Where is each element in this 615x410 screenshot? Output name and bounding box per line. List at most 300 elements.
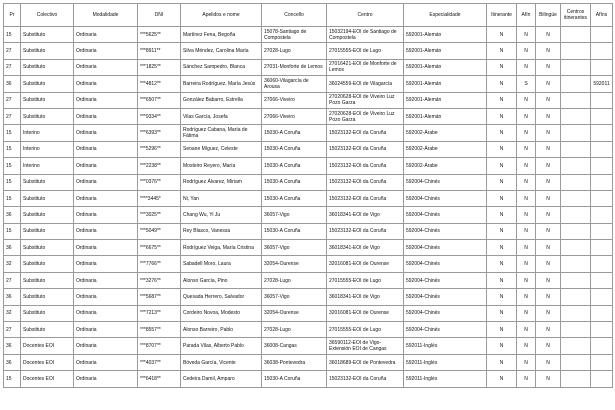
cell-afins (591, 338, 613, 354)
cell-especialidade: 592001-Alemán (404, 92, 487, 108)
cell-bilingue: N (536, 125, 561, 141)
cell-colectivo: Substituto (21, 305, 74, 321)
cell-itinerante: N (487, 92, 517, 108)
cell-concello: 27028-Lugo (262, 43, 327, 59)
cell-dni: ***0376** (138, 174, 181, 190)
cell-centro: 15023132-EOI da Coruña (327, 190, 404, 206)
cell-dni: ***5625** (138, 27, 181, 43)
cell-bilingue: N (536, 207, 561, 223)
cell-centro: 36018341-EOI de Vigo (327, 207, 404, 223)
cell-bilingue: N (536, 371, 561, 387)
cell-apelidos-nome: Cordeiro Novoa, Modesto (181, 305, 262, 321)
cell-itinerante: N (487, 322, 517, 338)
cell-concello: 36038-Pontevedra (262, 354, 327, 370)
cell-centros-itinerantes (561, 76, 591, 92)
cell-centros-itinerantes (561, 92, 591, 108)
cell-modalidade: Ordinaria (74, 256, 138, 272)
cell-itinerante: N (487, 371, 517, 387)
table-row (4, 76, 613, 92)
cell-dni: ***1825** (138, 59, 181, 75)
cell-centros-itinerantes (561, 272, 591, 288)
cell-afins (591, 223, 613, 239)
cell-concello: 15078-Santiago de Compostela (262, 27, 327, 43)
cell-bilingue: N (536, 158, 561, 174)
cell-concello: 32054-Ourense (262, 256, 327, 272)
cell-pr: 27 (4, 43, 21, 59)
cell-centros-itinerantes (561, 354, 591, 370)
cell-apelidos-nome: Chang Wu, Yi Ju (181, 207, 262, 223)
cell-centro: 27015555-EOI de Lugo (327, 322, 404, 338)
cell-modalidade: Ordinaria (74, 76, 138, 92)
header-dni: DNI (138, 4, 181, 27)
cell-itinerante: N (487, 256, 517, 272)
cell-concello: 32054-Ourense (262, 305, 327, 321)
cell-dni: ***8911** (138, 43, 181, 59)
cell-apelidos-nome: Sabadell Moro, Laura (181, 256, 262, 272)
cell-concello: 36057-Vigo (262, 289, 327, 305)
table-row (4, 305, 613, 321)
cell-especialidade: 592001-Alemán (404, 59, 487, 75)
cell-dni: ***3276** (138, 272, 181, 288)
cell-afin: N (517, 108, 536, 124)
cell-itinerante: N (487, 59, 517, 75)
cell-afin: S (517, 76, 536, 92)
cell-apelidos-nome: Seoane Míguez, Celeste (181, 141, 262, 157)
cell-concello: 36057-Vigo (262, 240, 327, 256)
cell-colectivo: Substituto (21, 272, 74, 288)
cell-afins (591, 158, 613, 174)
header-especialidade: Especialidade (404, 4, 487, 27)
cell-especialidade: 592011-Inglés (404, 371, 487, 387)
cell-afin: N (517, 59, 536, 75)
cell-bilingue: N (536, 338, 561, 354)
cell-especialidade: 592004-Chinés (404, 305, 487, 321)
cell-bilingue: N (536, 190, 561, 206)
cell-dni: ***8707** (138, 338, 181, 354)
cell-pr: 15 (4, 27, 21, 43)
cell-colectivo: Interino (21, 125, 74, 141)
cell-apelidos-nome: Silva Méndez, Carolina María (181, 43, 262, 59)
cell-apelidos-nome: Bóveda García, Vicente (181, 354, 262, 370)
cell-centros-itinerantes (561, 27, 591, 43)
cell-itinerante: N (487, 305, 517, 321)
table-row (4, 43, 613, 59)
cell-afins (591, 272, 613, 288)
cell-centro: 27020628-EOI de Viveiro Luz Pozo Garza (327, 108, 404, 124)
cell-afins (591, 305, 613, 321)
cell-itinerante: N (487, 125, 517, 141)
table-row (4, 27, 613, 43)
cell-centros-itinerantes (561, 207, 591, 223)
cell-concello: 27028-Lugo (262, 272, 327, 288)
cell-centros-itinerantes (561, 322, 591, 338)
cell-afin: N (517, 125, 536, 141)
cell-colectivo: Substituto (21, 207, 74, 223)
cell-bilingue: N (536, 76, 561, 92)
table-row (4, 289, 613, 305)
table-row (4, 59, 613, 75)
staff-table (3, 3, 613, 388)
cell-especialidade: 592001-Alemán (404, 108, 487, 124)
cell-afin: N (517, 174, 536, 190)
cell-pr: 36 (4, 207, 21, 223)
cell-afins (591, 322, 613, 338)
cell-afin: N (517, 305, 536, 321)
cell-pr: 15 (4, 125, 21, 141)
cell-afins (591, 240, 613, 256)
table-row (4, 256, 613, 272)
cell-bilingue: N (536, 272, 561, 288)
cell-centro: 36024559-EOI de Vilagarcía (327, 76, 404, 92)
cell-especialidade: 592004-Chinés (404, 240, 487, 256)
cell-centro: 32016081-EOI de Ourense (327, 305, 404, 321)
cell-itinerante: N (487, 76, 517, 92)
table-row (4, 141, 613, 157)
cell-dni: ***6675** (138, 240, 181, 256)
cell-colectivo: Substituto (21, 27, 74, 43)
cell-centros-itinerantes (561, 125, 591, 141)
table-row (4, 174, 613, 190)
cell-afin: N (517, 322, 536, 338)
cell-colectivo: Substituto (21, 256, 74, 272)
cell-centro: 27015555-EOI de Lugo (327, 272, 404, 288)
cell-afins (591, 174, 613, 190)
header-pr: Pr (4, 4, 21, 27)
cell-bilingue: N (536, 43, 561, 59)
cell-centro: 36018341-EOI de Vigo (327, 240, 404, 256)
cell-concello: 27028-Lugo (262, 322, 327, 338)
cell-especialidade: 592004-Chinés (404, 289, 487, 305)
cell-apelidos-nome: Alonso García, Pino (181, 272, 262, 288)
cell-pr: 36 (4, 240, 21, 256)
cell-afin: N (517, 338, 536, 354)
cell-itinerante: N (487, 240, 517, 256)
cell-itinerante: N (487, 289, 517, 305)
cell-centros-itinerantes (561, 338, 591, 354)
cell-itinerante: N (487, 174, 517, 190)
cell-afins (591, 190, 613, 206)
cell-itinerante: N (487, 158, 517, 174)
cell-dni: ***6418** (138, 371, 181, 387)
table-row (4, 207, 613, 223)
table-row (4, 92, 613, 108)
cell-modalidade: Ordinaria (74, 92, 138, 108)
cell-apelidos-nome: Alonso Barreiro, Pablo (181, 322, 262, 338)
cell-afins (591, 289, 613, 305)
cell-centros-itinerantes (561, 190, 591, 206)
cell-bilingue: N (536, 223, 561, 239)
cell-modalidade: Ordinaria (74, 158, 138, 174)
cell-pr: 27 (4, 59, 21, 75)
cell-modalidade: Ordinaria (74, 190, 138, 206)
cell-bilingue: N (536, 240, 561, 256)
table-row (4, 125, 613, 141)
cell-colectivo: Docentes EOI (21, 371, 74, 387)
cell-afin: N (517, 158, 536, 174)
cell-bilingue: N (536, 289, 561, 305)
cell-apelidos-nome: Ni, Yan (181, 190, 262, 206)
cell-modalidade: Ordinaria (74, 59, 138, 75)
cell-apelidos-nome: Martínez Fena, Begoña (181, 27, 262, 43)
cell-dni: ***5687** (138, 289, 181, 305)
cell-centros-itinerantes (561, 43, 591, 59)
cell-pr: 15 (4, 158, 21, 174)
cell-afin: N (517, 207, 536, 223)
cell-centros-itinerantes (561, 223, 591, 239)
cell-afin: N (517, 141, 536, 157)
cell-modalidade: Ordinaria (74, 125, 138, 141)
cell-bilingue: N (536, 108, 561, 124)
table-row (4, 338, 613, 354)
cell-afin: N (517, 240, 536, 256)
table-header-row (4, 4, 613, 27)
cell-pr: 15 (4, 223, 21, 239)
cell-afin: N (517, 43, 536, 59)
cell-afins (591, 256, 613, 272)
cell-colectivo: Substituto (21, 174, 74, 190)
cell-pr: 36 (4, 338, 21, 354)
header-centros-itinerantes: Centros itinerantes (561, 4, 591, 27)
cell-modalidade: Ordinaria (74, 108, 138, 124)
cell-dni: ***2238** (138, 158, 181, 174)
cell-afin: N (517, 190, 536, 206)
cell-dni: ***9334** (138, 108, 181, 124)
cell-modalidade: Ordinaria (74, 289, 138, 305)
cell-modalidade: Ordinaria (74, 240, 138, 256)
cell-especialidade: 592004-Chinés (404, 223, 487, 239)
table-row (4, 322, 613, 338)
cell-pr: 36 (4, 354, 21, 370)
cell-centro: 15023132-EOI da Coruña (327, 371, 404, 387)
cell-itinerante: N (487, 190, 517, 206)
cell-concello: 27066-Viveiro (262, 108, 327, 124)
cell-pr: 15 (4, 190, 21, 206)
cell-afins (591, 92, 613, 108)
cell-centros-itinerantes (561, 174, 591, 190)
cell-bilingue: N (536, 305, 561, 321)
cell-especialidade: 592004-Chinés (404, 190, 487, 206)
cell-modalidade: Ordinaria (74, 27, 138, 43)
cell-itinerante: N (487, 272, 517, 288)
cell-concello: 15030-A Coruña (262, 223, 327, 239)
cell-centros-itinerantes (561, 240, 591, 256)
cell-especialidade: 592004-Chinés (404, 207, 487, 223)
cell-itinerante: N (487, 43, 517, 59)
header-concello: Concello (262, 4, 327, 27)
cell-colectivo: Interino (21, 141, 74, 157)
cell-colectivo: Substituto (21, 43, 74, 59)
table-row (4, 108, 613, 124)
cell-dni: ***7766** (138, 256, 181, 272)
cell-dni: ***4037** (138, 354, 181, 370)
cell-modalidade: Ordinaria (74, 43, 138, 59)
cell-colectivo: Substituto (21, 59, 74, 75)
cell-especialidade: 592011-Inglés (404, 338, 487, 354)
cell-pr: 36 (4, 76, 21, 92)
cell-apelidos-nome: Rodríguez Veiga, María Cristina (181, 240, 262, 256)
cell-modalidade: Ordinaria (74, 141, 138, 157)
cell-bilingue: N (536, 92, 561, 108)
cell-itinerante: N (487, 108, 517, 124)
staff-table-sheet (3, 3, 612, 388)
cell-especialidade: 592002-Árabe (404, 158, 487, 174)
cell-afins (591, 27, 613, 43)
header-afins: Afíns (591, 4, 613, 27)
cell-centro: 15023132-EOI da Coruña (327, 125, 404, 141)
cell-colectivo: Substituto (21, 289, 74, 305)
cell-modalidade: Ordinaria (74, 174, 138, 190)
cell-concello: 15030-A Coruña (262, 125, 327, 141)
cell-colectivo: Substituto (21, 223, 74, 239)
cell-dni: ****3445* (138, 190, 181, 206)
cell-itinerante: N (487, 27, 517, 43)
cell-centro: 32016081-EOI de Ourense (327, 256, 404, 272)
table-row (4, 354, 613, 370)
cell-apelidos-nome: Quesada Herrero, Salvador (181, 289, 262, 305)
cell-colectivo: Interino (21, 158, 74, 174)
cell-bilingue: N (536, 27, 561, 43)
cell-colectivo: Substituto (21, 92, 74, 108)
cell-centro: 15023132-EOI da Coruña (327, 158, 404, 174)
cell-dni: ***5049** (138, 223, 181, 239)
cell-centros-itinerantes (561, 289, 591, 305)
cell-dni: ***8557** (138, 322, 181, 338)
cell-centros-itinerantes (561, 158, 591, 174)
cell-colectivo: Docentes EOI (21, 338, 74, 354)
cell-pr: 32 (4, 256, 21, 272)
cell-centro: 15023132-EOI da Coruña (327, 223, 404, 239)
cell-centros-itinerantes (561, 256, 591, 272)
header-centro: Centro (327, 4, 404, 27)
cell-afins: 592011 (591, 76, 613, 92)
cell-afins (591, 371, 613, 387)
cell-bilingue: N (536, 322, 561, 338)
cell-concello: 15030-A Coruña (262, 141, 327, 157)
cell-dni: ***6507** (138, 92, 181, 108)
cell-colectivo: Substituto (21, 76, 74, 92)
cell-afin: N (517, 272, 536, 288)
cell-centro: 27016421-EOI de Monforte de Lemos (327, 59, 404, 75)
cell-apelidos-nome: Parada Vilas, Alberto Pablo (181, 338, 262, 354)
cell-apelidos-nome: Vilas García, Josefa (181, 108, 262, 124)
cell-centros-itinerantes (561, 59, 591, 75)
cell-pr: 27 (4, 322, 21, 338)
cell-colectivo: Docentes EOI (21, 354, 74, 370)
cell-modalidade: Ordinaria (74, 338, 138, 354)
table-row (4, 190, 613, 206)
header-modalidade: Modalidade (74, 4, 138, 27)
cell-centros-itinerantes (561, 305, 591, 321)
cell-bilingue: N (536, 256, 561, 272)
cell-colectivo: Substituto (21, 322, 74, 338)
cell-itinerante: N (487, 207, 517, 223)
table-row (4, 272, 613, 288)
cell-modalidade: Ordinaria (74, 223, 138, 239)
header-colectivo: Colectivo (21, 4, 74, 27)
table-row (4, 371, 613, 387)
cell-itinerante: N (487, 141, 517, 157)
header-bilingue: Bilingüe (536, 4, 561, 27)
cell-bilingue: N (536, 354, 561, 370)
cell-apelidos-nome: Rodríguez Cabana, María de Fátima (181, 125, 262, 141)
cell-afin: N (517, 256, 536, 272)
cell-apelidos-nome: Mosteiro Reyero, María (181, 158, 262, 174)
cell-centro: 15032194-EOI de Santiago de Compostela (327, 27, 404, 43)
cell-itinerante: N (487, 223, 517, 239)
cell-centro: 15023132-EOI da Coruña (327, 174, 404, 190)
cell-apelidos-nome: Rodríguez Álvarez, Miriam (181, 174, 262, 190)
cell-centro: 36590112-EOI de Vigo-Extensión EOI de Cangas (327, 338, 404, 354)
cell-especialidade: 592011-Inglés (404, 354, 487, 370)
cell-centro: 36018341-EOI de Vigo (327, 289, 404, 305)
cell-centro: 27015555-EOI de Lugo (327, 43, 404, 59)
cell-apelidos-nome: Barreira Rodríguez, María Jesús (181, 76, 262, 92)
cell-apelidos-nome: González Babarro, Estrella (181, 92, 262, 108)
cell-pr: 27 (4, 272, 21, 288)
cell-especialidade: 592004-Chinés (404, 256, 487, 272)
cell-especialidade: 592002-Árabe (404, 125, 487, 141)
cell-centros-itinerantes (561, 108, 591, 124)
cell-concello: 36057-Vigo (262, 207, 327, 223)
cell-apelidos-nome: Cedeira Damil, Amparo (181, 371, 262, 387)
cell-concello: 15030-A Coruña (262, 190, 327, 206)
cell-afin: N (517, 92, 536, 108)
cell-dni: ***5296** (138, 141, 181, 157)
cell-concello: 27031-Monforte de Lemos (262, 59, 327, 75)
cell-itinerante: N (487, 338, 517, 354)
table-row (4, 223, 613, 239)
cell-pr: 27 (4, 108, 21, 124)
cell-afins (591, 354, 613, 370)
cell-afins (591, 207, 613, 223)
cell-especialidade: 592004-Chinés (404, 272, 487, 288)
cell-bilingue: N (536, 141, 561, 157)
cell-dni: ***3025** (138, 207, 181, 223)
cell-especialidade: 592001-Alemán (404, 76, 487, 92)
cell-dni: ***6393** (138, 125, 181, 141)
cell-especialidade: 592001-Alemán (404, 43, 487, 59)
cell-colectivo: Substituto (21, 108, 74, 124)
cell-afins (591, 59, 613, 75)
cell-especialidade: 592004-Chinés (404, 174, 487, 190)
cell-dni: ***7213** (138, 305, 181, 321)
cell-pr: 15 (4, 371, 21, 387)
table-row (4, 158, 613, 174)
header-afin: Afín (517, 4, 536, 27)
cell-colectivo: Substituto (21, 240, 74, 256)
cell-concello: 36008-Cangas (262, 338, 327, 354)
cell-bilingue: N (536, 174, 561, 190)
cell-afin: N (517, 289, 536, 305)
table-row (4, 240, 613, 256)
cell-pr: 15 (4, 141, 21, 157)
cell-pr: 27 (4, 92, 21, 108)
cell-bilingue: N (536, 59, 561, 75)
cell-pr: 36 (4, 289, 21, 305)
cell-apelidos-nome: Rey Blasco, Vanessa (181, 223, 262, 239)
cell-concello: 15030-A Coruña (262, 158, 327, 174)
cell-centros-itinerantes (561, 141, 591, 157)
cell-afin: N (517, 27, 536, 43)
cell-afin: N (517, 354, 536, 370)
header-itinerante: Itinerante (487, 4, 517, 27)
cell-afins (591, 108, 613, 124)
cell-afins (591, 141, 613, 157)
table-body (4, 27, 613, 388)
cell-concello: 15030-A Coruña (262, 371, 327, 387)
cell-centro: 36018689-EOI de Pontevedra (327, 354, 404, 370)
cell-modalidade: Ordinaria (74, 305, 138, 321)
